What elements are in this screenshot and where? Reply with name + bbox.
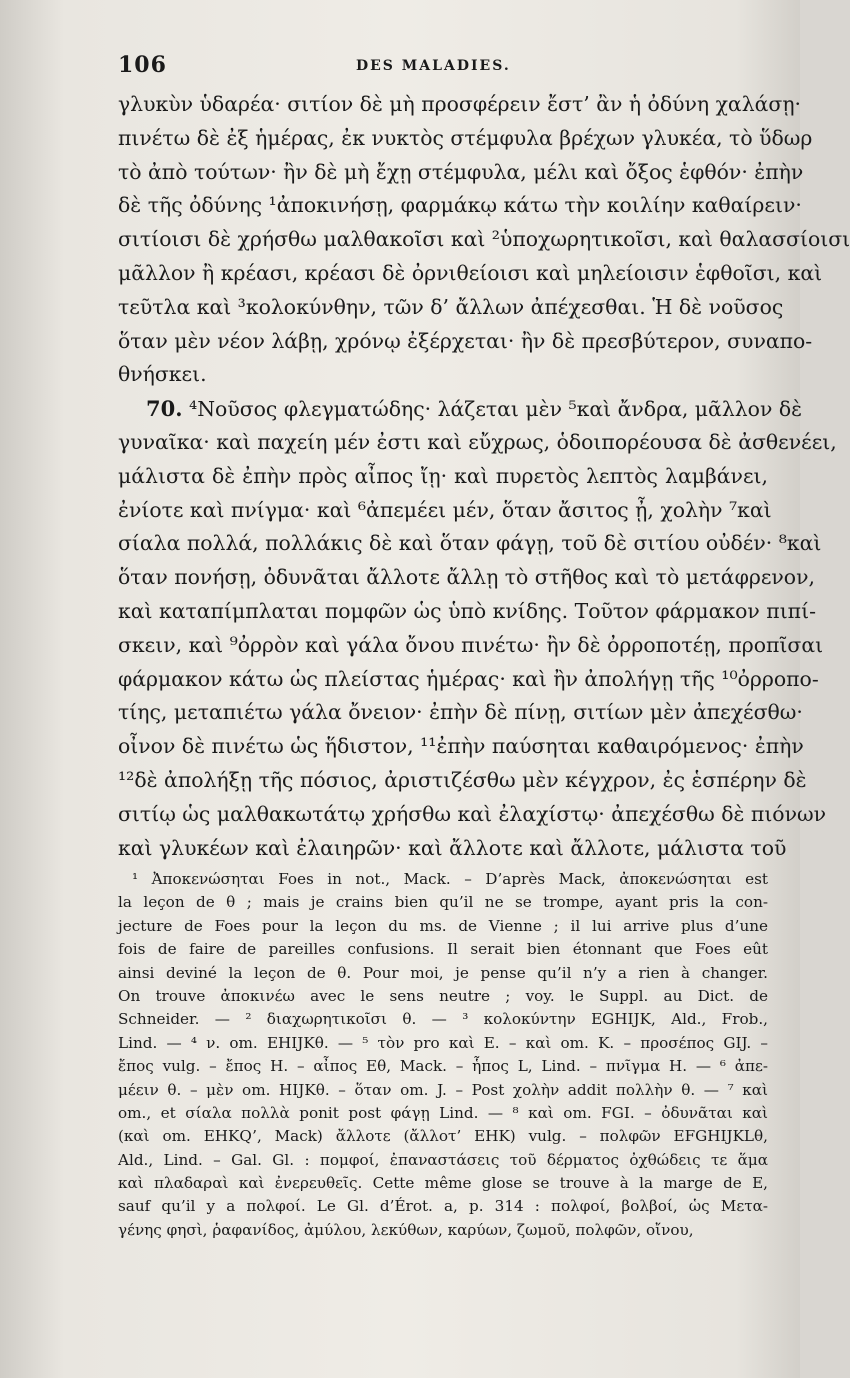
section-number: 70. [146, 396, 183, 422]
text-line: καὶ καταπίμπλαται πομφῶν ὡς ὑπὸ κνίδης. Τοῦτον φάρμακον πιπί- [118, 598, 816, 623]
text-line: ἐνίοτε καὶ πνίγμα· καὶ ⁶ἀπεμέει μέν, ὅταν ἄσιτος ᾖ, χολὴν ⁷καὶ [118, 497, 772, 522]
footnote-line: On trouve ἀποκινέω avec le sens neutre ; voy. le Suppl. au Dict. de [118, 986, 768, 1005]
footnote-line: fois de faire de pareilles confusions. Il serait bien étonnant que Foes eût [118, 940, 768, 959]
text-line: ¹²δὲ ἀπολήξῃ τῆς πόσιος, ἀριστιζέσθω μὲν κέγχρον, ἐς ἑσπέρην δὲ [118, 767, 807, 792]
text-line: οἶνον δὲ πινέτω ὡς ἥδιστον, ¹¹ἐπὴν παύσηται καθαιρόμενος· ἐπὴν [118, 734, 804, 759]
text-line: πινέτω δὲ ἐξ ἡμέρας, ἐκ νυκτὸς στέμφυλα βρέχων γλυκέα, τὸ ὕδωρ [118, 125, 813, 150]
text-line: θνήσκει. [118, 362, 207, 387]
footnote-line: ¹ Ἀποκενώσηται Foes in not., Mack. – D’après Mack, ἀποκενώσηται est [132, 870, 768, 888]
footnote-line: γένης φησὶ, ῥαφανίδος, ἀμύλου, λεκύθων, καρύων, ζωμοῦ, πολφῶν, οἴνου, [118, 1220, 694, 1239]
section-first-line [118, 392, 803, 426]
running-title: DES MALADIES. [356, 58, 511, 74]
footnote-line: καὶ πλαδαραὶ καὶ ἐνερευθεῖς. Cette même glose se trouve à la marge de E, [118, 1174, 768, 1193]
footnote-line: jecture de Foes pour la leçon du ms. de Vienne ; il lui arrive plus d’une [118, 916, 768, 935]
text-line: μᾶλλον ἢ κρέασι, κρέασι δὲ ὀρνιθείοισι καὶ μηλείοισιν ἑφθοῖσι, καὶ [118, 260, 823, 285]
footnote-line: sauf qu’il y a πολφοί. Le Gl. d’Érot. a, p. 314 : πολφοί, βολβοί, ὡς Μετα- [118, 1197, 768, 1216]
text-line: καὶ γλυκέων καὶ ἐλαιηρῶν· καὶ ἄλλοτε καὶ ἄλλοτε, μάλιστα τοῦ [118, 835, 787, 860]
text-line: φάρμακον κάτω ὡς πλείστας ἡμέρας· καὶ ἢν ἀπολήγῃ τῆς ¹⁰ὀρροπο- [118, 666, 819, 691]
footnote-line: Ald., Lind. – Gal. Gl. : πομφοί, ἐπαναστάσεις τοῦ δέρματος ὀχθώδεις τε ἅμα [118, 1150, 768, 1169]
text-line: τεῦτλα καὶ ³κολοκύνθην, τῶν δ’ ἄλλων ἀπέχεσθαι. Ἡ δὲ νοῦσος [118, 294, 784, 319]
text-line: σιτίοισι δὲ χρήσθω μαλθακοῖσι καὶ ²ὑποχωρητικοῖσι, καὶ θαλασσίοισι [118, 227, 850, 252]
text-line: ὅταν μὲν νέον λάβῃ, χρόνῳ ἐξέρχεται· ἢν δὲ πρεσβύτερον, συναπο- [118, 328, 813, 353]
text-line: τίης, μεταπιέτω γάλα ὄνειον· ἐπὴν δὲ πίνῃ, σιτίων μὲν ἀπεχέσθω· [118, 700, 803, 725]
footnote-line: μέειν θ. – μὲν om. HIJKθ. – ὅταν om. J. – Post χολὴν addit πολλὴν θ. — ⁷ καὶ [118, 1080, 768, 1099]
text-line: σκειν, καὶ ⁹ὀρρὸν καὶ γάλα ὄνου πινέτω· ἢν δὲ ὀρροποτέῃ, προπῖσαι [118, 632, 824, 657]
main-text [118, 88, 850, 865]
text-line: σίαλα πολλά, πολλάκις δὲ καὶ ὅταν φάγῃ, τοῦ δὲ σιτίου οὐδέν· ⁸καὶ [118, 531, 822, 556]
text-line: ⁴Νοῦσος φλεγματώδης· λάζεται μὲν ⁵καὶ ἄνδρα, μᾶλλον δὲ [189, 397, 803, 422]
text-line: σιτίῳ ὡς μαλθακωτάτῳ χρήσθω καὶ ἐλαχίστῳ· ἀπεχέσθω δὲ πιόνων [118, 801, 827, 826]
text-line: μάλιστα δὲ ἐπὴν πρὸς αἶπος ἴῃ· καὶ πυρετὸς λεπτὸς λαμβάνει, [118, 463, 768, 488]
footnote-line: la leçon de θ ; mais je crains bien qu’il ne se trompe, ayant pris la con- [118, 893, 768, 912]
footnote-line: om., et σίαλα πολλὰ ponit post φάγῃ Lind. — ⁸ καὶ om. FGI. – ὀδυνᾶται καὶ [118, 1103, 768, 1122]
footnote-line: Lind. — ⁴ ν. om. EHIJKθ. — ⁵ τὸν pro καὶ E. – καὶ om. K. – προσέπος GIJ. – [118, 1033, 768, 1052]
text-line: γυναῖκα· καὶ παχείη μέν ἐστι καὶ εὔχρως, ὁδοιπορέουσα δὲ ἀσθενέει, [118, 429, 837, 454]
page-header [118, 52, 738, 82]
text-line: δὲ τῆς ὀδύνης ¹ἀποκινήσῃ, φαρμάκῳ κάτω τὴν κοιλίην καθαίρειν· [118, 193, 802, 218]
footnote-line: (καὶ om. EHKQ’, Mack) ἄλλοτε (ἄλλοτ’ EHK) vulg. – πολφῶν EFGHIJKLθ, [118, 1127, 768, 1146]
footnotes [118, 868, 768, 1242]
text-line: γλυκὺν ὑδαρέα· σιτίον δὲ μὴ προσφέρειν ἔστ’ ἂν ἡ ὀδύνη χαλάσῃ· [118, 92, 802, 116]
text-line: τὸ ἀπὸ τούτων· ἢν δὲ μὴ ἔχῃ στέμφυλα, μέλι καὶ ὄξος ἑφθόν· ἐπὴν [118, 159, 804, 184]
page-number: 106 [118, 52, 167, 78]
footnote-line: Schneider. — ² διαχωρητικοῖσι θ. — ³ κολοκύντην EGHIJK, Ald., Frob., [118, 1010, 768, 1029]
text-line: ὅταν πονήσῃ, ὀδυνᾶται ἄλλοτε ἄλλῃ τὸ στῆθος καὶ τὸ μετάφρενον, [118, 565, 815, 590]
footnote-line: ainsi deviné la leçon de θ. Pour moi, je pense qu’il n’y a rien à changer. [118, 963, 768, 982]
footnote-line: ἔπος vulg. – ἔπος H. – αἶπος Eθ, Mack. – ἧπος L, Lind. – πνῖγμα H. — ⁶ ἀπε- [118, 1057, 768, 1076]
